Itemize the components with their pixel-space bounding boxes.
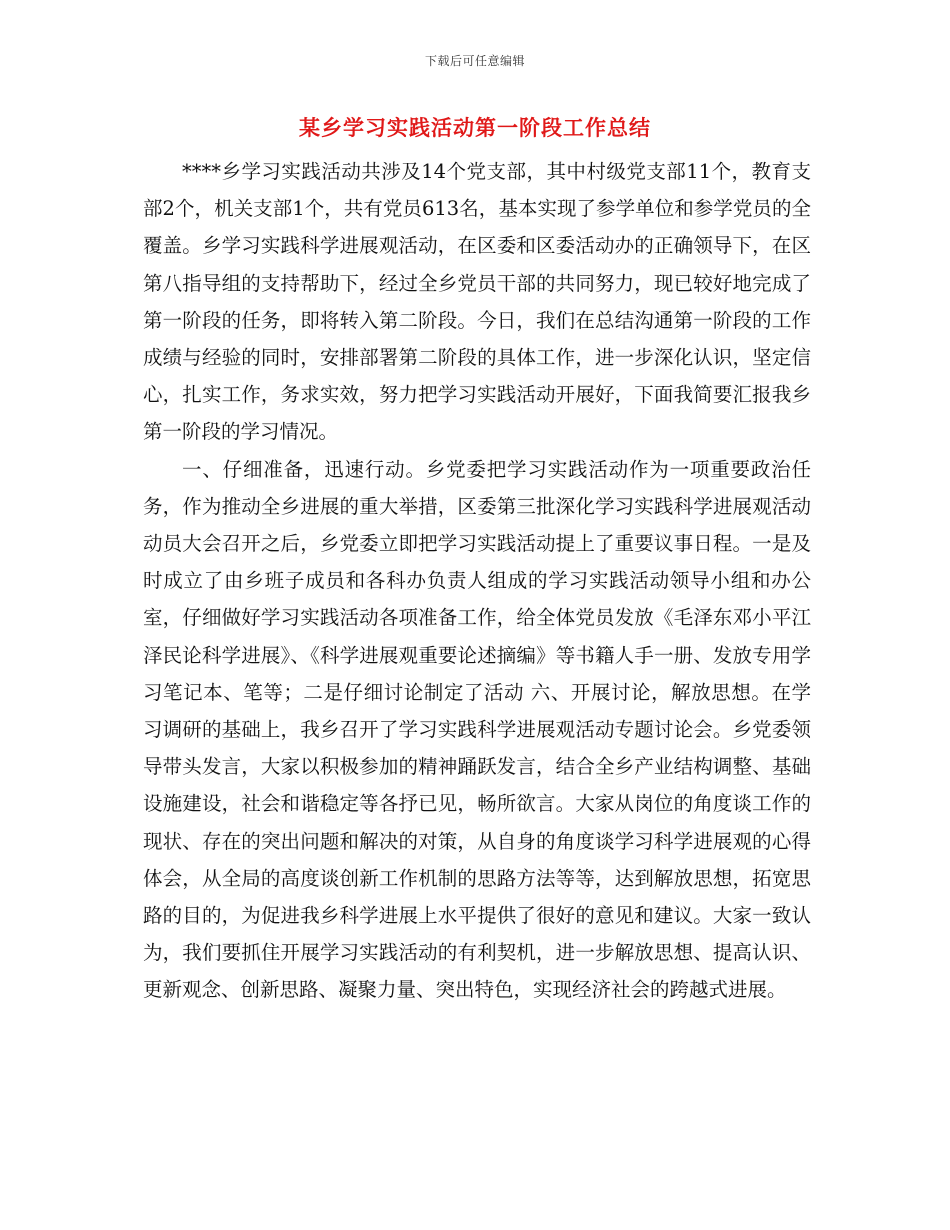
document-title: 某乡学习实践活动第一阶段工作总结 xyxy=(299,116,651,140)
paragraph-intro: ****乡学习实践活动共涉及14个党支部，其中村级党支部11个，教育支部2个，机关支部1个，共有党员613名，基本实现了参学单位和参学党员的全覆盖。乡学习实践科学进展观活动，在区委和区委活动办的正确领导下，在区第八指导组的支持帮助下，经过全乡党员干部的共同努力，现已较好地完成了第一阶段的任务，即将转入第二阶段。今日，我们在总结沟通第一阶段的工作成绩与经验的同时，安排部署第二阶段的具体工作，进一步深化认识，坚定信心，扎实工作，务求实效，努力把学习实践活动开展好，下面我简要汇报我乡第一阶段的学习情况。 xyxy=(143,160,811,444)
document-body xyxy=(143,153,811,1009)
paragraph-section-one: 一、仔细准备，迅速行动。乡党委把学习实践活动作为一项重要政治任务，作为推动全乡进展的重大举措，区委第三批深化学习实践科学进展观活动动员大会召开之后，乡党委立即把学习实践活动提上了重要议事日程。一是及时成立了由乡班子成员和各科办负责人组成的学习实践活动领导小组和办公室，仔细做好学习实践活动各项准备工作，给全体党员发放《毛泽东邓小平江泽民论科学进展》、《科学进展观重要论述摘编》等书籍人手一册、发放专用学习笔记本、笔等；二是仔细讨论制定了活动 六、开展讨论，解放思想。在学习调研的基础上，我乡召开了学习实践科学进展观活动专题讨论会。乡党委领导带头发言，大家以积极参加的精神踊跃发言，结合全乡产业结构调整、基础设施建设，社会和谐稳定等各抒已见，畅所欲言。大家从岗位的角度谈工作的现状、存在的突出问题和解决的对策，从自身的角度谈学习科学进展观的心得体会，从全局的高度谈创新工作机制的思路方法等等，达到解放思想，拓宽思路的目的，为促进我乡科学进展上水平提供了很好的意见和建议。大家一致认为，我们要抓住开展学习实践活动的有利契机，进一步解放思想、提高认识、更新观念、创新思路、凝聚力量、突出特色，实现经济社会的跨越式进展。 xyxy=(143,457,811,1002)
header-note: 下载后可任意编辑 xyxy=(424,54,525,68)
